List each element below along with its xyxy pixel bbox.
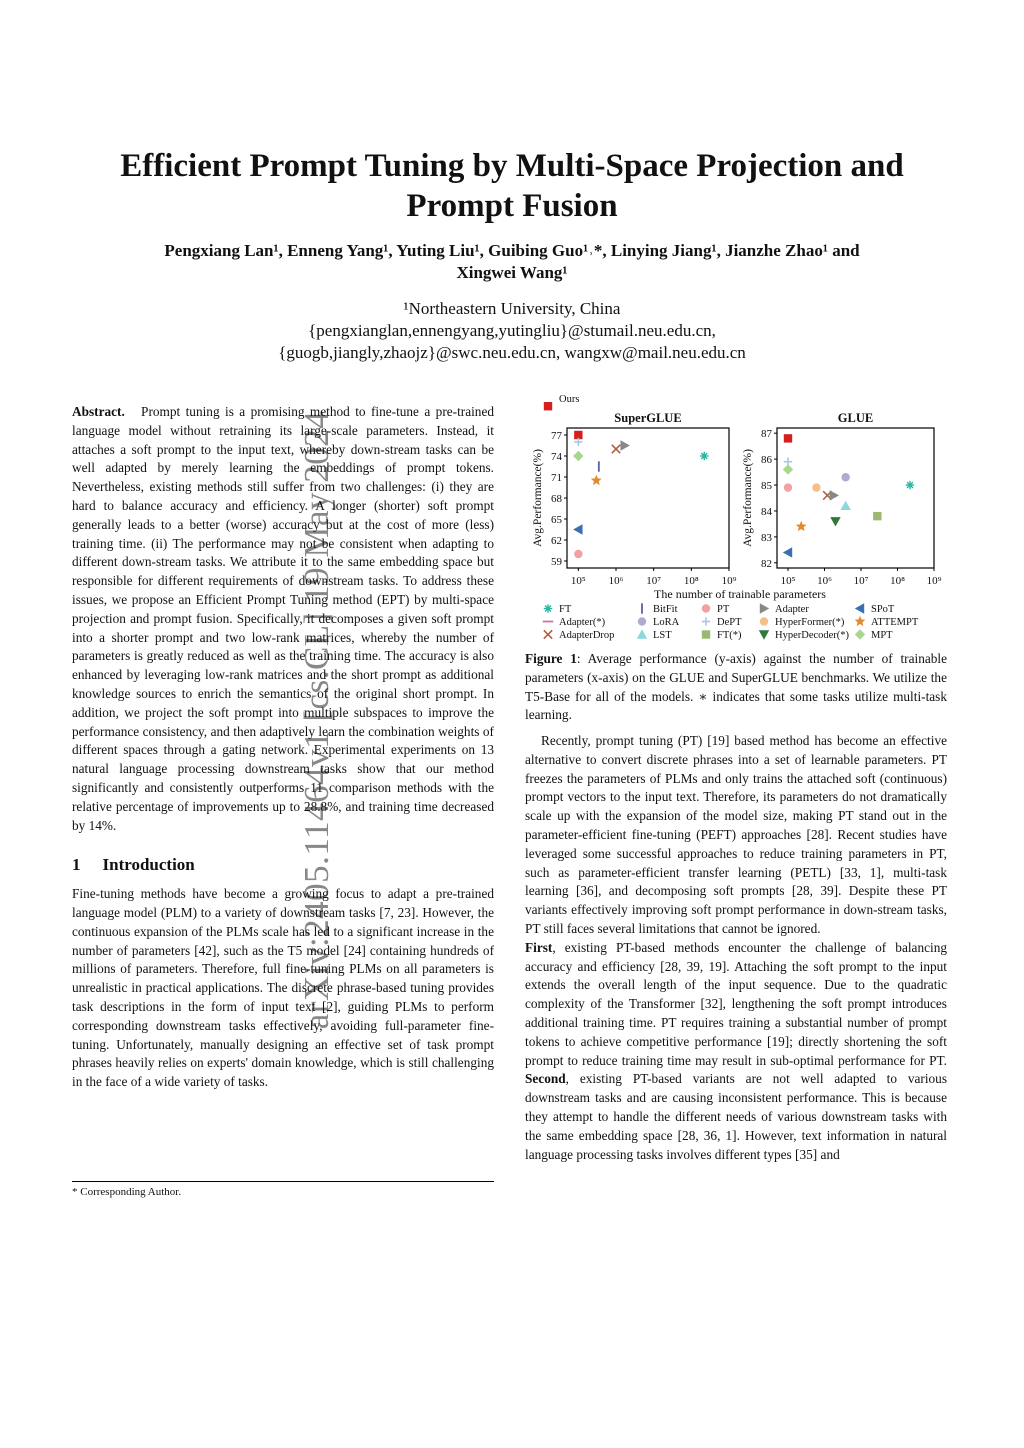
- right-paragraph-3-text: , existing PT-based variants are not well adapted to various downstream tasks and are causing inconsistent performance. This is because they attempt to handle the different needs of various downstream tasks with the same embedding space [28, 36, 1]. However, text information in natural language processing tasks involves different types [35] and: [525, 1071, 947, 1162]
- right-paragraph-1: Recently, prompt tuning (PT) [19] based method has become an effective alternative to convert discrete phrases into a set of learnable parameters. PT freezes the parameters of PLMs and only trains the attached soft (continuous) prompt vectors to the input text. Therefore, its parameters do not dramatically scale up with the expansion of the model size, making PT stand out in the parameter-efficient fine-tuning (PEFT) approaches [28]. Recent studies have leveraged some successful approaches to reduce training parameters in PT, such as parameter-efficient transfer learning (PETL) [33, 1], multi-task learning [36], and decomposing soft prompts [28, 39]. Despite these PT variants effectively improving soft prompt performance in down-stream tasks, PT still faces several limitations that cannot be ignored.: [525, 733, 947, 936]
- legend-marker-hyperdecoder: [759, 630, 769, 639]
- superglue-x-tick-label: 10⁷: [646, 575, 662, 587]
- section-number: 1: [72, 855, 81, 875]
- marker-shape: [830, 517, 840, 526]
- marker-shape: [796, 521, 807, 531]
- footnote: * Corresponding Author.: [72, 1186, 182, 1198]
- superglue-x-tick-label: 10⁵: [570, 575, 586, 587]
- superglue-chart-title: SuperGLUE: [614, 411, 682, 425]
- legend-marker-attempt: [855, 616, 866, 626]
- second-label: Second: [525, 1071, 566, 1087]
- caption-text: : Average performance (y-axis) against the number of trainable parameters (x-axis) on the GLUE and SuperGLUE benchmarks. We utilize the T5-Base for all of the models. ∗ indicates that some tasks utilize multi-task learning.: [525, 651, 947, 723]
- superglue-point-spot: [573, 524, 582, 534]
- affiliation-email-2: {guogb,jiangly,zhaojz}@swc.neu.edu.cn, wangxw@mail.neu.edu.cn: [278, 343, 746, 362]
- marker-shape: [620, 440, 629, 450]
- marker-shape: [759, 630, 769, 639]
- marker-shape: [760, 603, 769, 613]
- glue-point-hyperdecoder: [830, 517, 840, 526]
- marker-shape: [855, 603, 864, 613]
- marker-shape: [855, 616, 866, 626]
- right-paragraph-2-text: , existing PT-based methods encounter the challenge of balancing accuracy and efficiency [28, 39, 19]. Attaching the soft prompt to the input extends the overall length of the input sequence. Due to the quadratic complexity of the Transformer [32], lengthening the soft prompt introduces additional training time. PT requires training a substantial number of prompt tokens to achieve competitive performance [19]; directly shortening the soft prompt to reduce training time may result in sub-optimal performance for PT.: [525, 939, 947, 1068]
- title-line-2: Prompt Fusion: [406, 188, 618, 224]
- legend-label: BitFit: [653, 604, 678, 615]
- footnote-divider: [72, 1181, 494, 1182]
- glue-x-tick-label: 10⁸: [890, 575, 905, 587]
- legend-label: Adapter(*): [559, 617, 606, 628]
- legend-marker-ours: [544, 402, 552, 410]
- legend-label: ATTEMPT: [871, 617, 919, 628]
- marker-shape: [573, 524, 582, 534]
- arxiv-stamp: arXiv:2405.11464v1 [cs.CL] 19 May 2024: [297, 410, 337, 1030]
- superglue-y-tick-label: 65: [551, 514, 562, 526]
- glue-point-adapter: [830, 490, 839, 500]
- superglue-x-tick-label: 10⁸: [683, 575, 699, 587]
- legend-label: DePT: [717, 617, 742, 628]
- legend-marker-adapter: [760, 603, 769, 613]
- superglue-y-tick-label: 68: [551, 493, 562, 505]
- glue-x-tick-label: 10⁹: [926, 575, 942, 587]
- author-list: [100, 240, 924, 284]
- marker-shape: [591, 475, 602, 485]
- legend-label: SPoT: [871, 604, 895, 615]
- superglue-y-tick-label: 71: [551, 472, 562, 484]
- marker-shape: [783, 464, 793, 474]
- legend-marker-adapterdrop: [544, 630, 552, 638]
- superglue-y-tick-label: 62: [551, 535, 562, 547]
- glue-y-tick-label: 84: [761, 505, 772, 518]
- marker-shape: [784, 483, 792, 491]
- glue-point-spot: [783, 547, 792, 557]
- glue-y-tick-label: 85: [761, 480, 772, 493]
- glue-point-attempt: [796, 521, 807, 531]
- caption-label: Figure 1: [525, 651, 577, 666]
- marker-shape: [783, 547, 792, 557]
- affiliation: [100, 298, 924, 364]
- legend-marker-ft: [544, 604, 552, 612]
- legend-label: HyperDecoder(*): [775, 630, 850, 641]
- marker-shape: [760, 617, 768, 625]
- glue-point-pt: [784, 483, 792, 491]
- marker-shape: [855, 629, 865, 639]
- glue-point-ft: [873, 512, 881, 520]
- legend-label: LST: [653, 630, 672, 641]
- section-title: Introduction: [102, 855, 195, 875]
- abstract-label: Abstract.: [72, 404, 125, 419]
- right-column: [525, 732, 947, 1164]
- legend-marker-lst: [637, 629, 647, 638]
- marker-shape: [702, 604, 710, 612]
- glue-point-mpt: [783, 464, 793, 474]
- legend-marker-mpt: [855, 629, 865, 639]
- glue-point-lora: [841, 473, 849, 481]
- legend-label: HyperFormer(*): [775, 617, 845, 628]
- glue-plot-frame: [777, 428, 934, 568]
- abstract-text: Prompt tuning is a promising method to fine-tune a pre-trained language model without retraining its large-scale parameters. Instead, it attaches a soft prompt to the input text, whereby down-stream tasks can be well adapted by merely learning the embeddings of prompt tokens. Nevertheless, existing methods still suffer from two challenges: (i) they are hard to balance accuracy and efficiency. A longer (shorter) soft prompt generally leads to a better (worse) accuracy but at the cost of more (less) training time. (ii) The performance may not be consistent when adapting to different down-stream tasks. We attribute it to the same embedding space but responsible for different requirements of downstream tasks. To address these issues, we propose an Efficient Prompt Tuning method (EPT) by multi-space projection and prompt fusion. Specifically, it decomposes a given soft prompt into a shorter prompt and two low-rank matrices, whereby the number of parameters is greatly reduced as well as the training time. The accuracy is also enhanced by leveraging low-rank matrices and the short prompt as additional knowledge sources to enrich the semantics of the original short prompt. In addition, we project the soft prompt into multiple subspaces to improve the performance consistency, and then adaptively learn the combination weights of different spaces through a gating network. Experimental experiments on 13 natural language processing downstream tasks show that our method significantly and consistently outperforms 11 comparison methods with the relative percentage of improvements up to 28.8%, and training time decreased by 14%.: [72, 404, 494, 833]
- glue-x-tick-label: 10⁷: [853, 575, 869, 587]
- glue-x-tick-label: 10⁵: [780, 575, 796, 587]
- superglue-y-tick-label: 74: [551, 451, 562, 463]
- left-column: [72, 403, 494, 1092]
- glue-point-lst: [840, 501, 850, 510]
- glue-y-axis-label: Avg.Performance(%): [742, 449, 754, 547]
- superglue-point-adapterdrop: [612, 445, 620, 453]
- marker-shape: [574, 550, 582, 558]
- figure-caption: [525, 650, 947, 725]
- legend-marker-lora: [638, 617, 646, 625]
- marker-shape: [841, 473, 849, 481]
- marker-shape: [702, 630, 710, 638]
- legend-marker-pt: [702, 604, 710, 612]
- glue-chart-title: GLUE: [837, 411, 874, 425]
- authors-line-2: Xingwei Wang¹: [456, 263, 568, 282]
- legend-label: Adapter: [775, 604, 809, 615]
- legend-label: Ours: [559, 394, 580, 405]
- legend-label: MPT: [871, 630, 893, 641]
- glue-x-tick-label: 10⁶: [817, 575, 832, 587]
- paper-title: [60, 146, 964, 226]
- glue-point-ft: [906, 481, 914, 489]
- marker-shape: [573, 451, 583, 461]
- legend-marker-ft: [702, 630, 710, 638]
- superglue-x-tick-label: 10⁹: [721, 575, 737, 587]
- marker-shape: [637, 629, 647, 638]
- marker-shape: [784, 434, 792, 442]
- marker-shape: [830, 490, 839, 500]
- marker-shape: [812, 483, 820, 491]
- x-axis-label: The number of trainable parameters: [654, 587, 826, 601]
- legend-marker-spot: [855, 603, 864, 613]
- affiliation-email-1: {pengxianglan,ennengyang,yutingliu}@stumail.neu.edu.cn,: [308, 321, 716, 340]
- marker-shape: [873, 512, 881, 520]
- legend-label: PT: [717, 604, 730, 615]
- authors-line-1: Pengxiang Lan¹, Enneng Yang¹, Yuting Liu¹, Guibing Guo¹˒*, Linying Jiang¹, Jianzhe Zhao¹ and: [164, 241, 860, 260]
- superglue-point-adapter: [620, 440, 629, 450]
- legend-label: FT: [559, 604, 572, 615]
- superglue-y-axis-label: Avg.Performance(%): [532, 449, 544, 547]
- superglue-point-mpt: [573, 451, 583, 461]
- legend-label: AdapterDrop: [559, 630, 615, 641]
- glue-point-ours: [784, 434, 792, 442]
- marker-shape: [840, 501, 850, 510]
- legend-label: FT(*): [717, 630, 742, 641]
- legend-marker-dept: [702, 617, 710, 625]
- superglue-y-tick-label: 77: [551, 430, 562, 442]
- right-paragraph-2: [525, 939, 947, 1165]
- figure-1: [525, 394, 955, 647]
- glue-y-tick-label: 87: [761, 428, 772, 441]
- legend-marker-hyperformer: [760, 617, 768, 625]
- superglue-plot-frame: [567, 428, 729, 568]
- marker-shape: [638, 617, 646, 625]
- superglue-point-attempt: [591, 475, 602, 485]
- section-heading-introduction: [72, 856, 494, 875]
- glue-y-tick-label: 82: [761, 557, 772, 570]
- legend-label: LoRA: [653, 617, 680, 628]
- superglue-point-pt: [574, 550, 582, 558]
- first-label: First: [525, 939, 553, 955]
- glue-y-tick-label: 83: [761, 531, 772, 544]
- abstract: [72, 403, 494, 835]
- superglue-x-tick-label: 10⁶: [608, 575, 624, 587]
- title-line-1: Efficient Prompt Tuning by Multi-Space Projection and: [120, 148, 904, 184]
- superglue-point-ft: [700, 452, 708, 460]
- marker-shape: [544, 402, 552, 410]
- intro-paragraph: Fine-tuning methods have become a growing focus to adapt a pre-trained language model (PLM) to a variety of downstream tasks [7, 23]. However, the continuous expansion of the PLMs scale has led to a significant increase in the number of parameters [42], such as the T5 model [24] containing hundreds of millions of parameters. Therefore, full fine-tuning PLMs on all parameters is unrealistic in practical applications. The discrete phrase-based tuning provides task descriptions in the form of input text [2], guiding PLMs to perform corresponding downstream tasks effectively, avoiding full-parameter fine-tuning. Unfortunately, manually designing an effective set of task prompt phrases heavily relies on experts' domain knowledge, which is still challenging in the face of a wide variety of tasks.: [72, 886, 494, 1090]
- superglue-y-tick-label: 59: [551, 556, 562, 568]
- affiliation-org: ¹Northeastern University, China: [403, 299, 621, 318]
- glue-point-hyperformer: [812, 483, 820, 491]
- glue-y-tick-label: 86: [761, 454, 772, 467]
